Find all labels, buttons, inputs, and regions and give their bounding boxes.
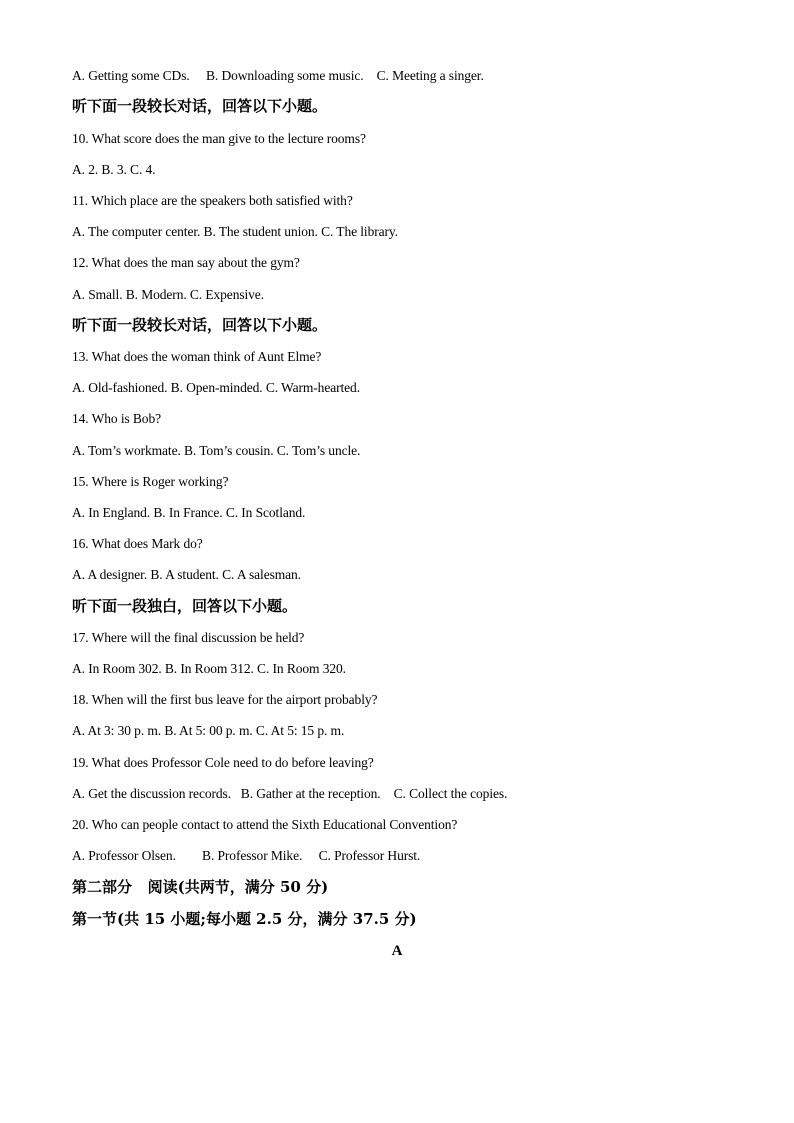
- q12-options: A. Small. B. Modern. C. Expensive.: [72, 287, 264, 302]
- q15-options: A. In England. B. In France. C. In Scotland.: [72, 505, 306, 520]
- section-heading-long-dialogue: 听下面一段较长对话，回答以下小题。: [72, 316, 328, 334]
- q19-options: A. Get the discussion records. B. Gather at the reception. C. Collect the copies.: [72, 786, 508, 801]
- q16-options: A. A designer. B. A student. C. A salesman.: [72, 567, 301, 582]
- q11-question: 11. Which place are the speakers both satisfied with?: [72, 193, 353, 208]
- q14-question: 14. Who is Bob?: [72, 411, 161, 426]
- q20-question: 20. Who can people contact to attend the Sixth Educational Convention?: [72, 817, 458, 832]
- q9-options: A. Getting some CDs. B. Downloading some music. C. Meeting a singer.: [72, 68, 484, 83]
- q10-question: 10. What score does the man give to the lecture rooms?: [72, 131, 366, 146]
- q13-question: 13. What does the woman think of Aunt Elme?: [72, 349, 322, 364]
- q19-question: 19. What does Professor Cole need to do before leaving?: [72, 755, 374, 770]
- q18-options: A. At 3: 30 p. m. B. At 5: 00 p. m. C. At 5: 15 p. m.: [72, 723, 345, 738]
- section-one-heading: 第一节(共 15 小题;每小题 2.5 分，满分 37.5 分): [72, 910, 417, 928]
- section-heading-monologue: 听下面一段独白，回答以下小题。: [72, 597, 298, 615]
- q17-options: A. In Room 302. B. In Room 312. C. In Room 320.: [72, 661, 346, 676]
- q10-options: A. 2. B. 3. C. 4.: [72, 162, 156, 177]
- part-two-heading: 第二部分 阅读(共两节，满分 50 分): [72, 878, 329, 896]
- q15-question: 15. Where is Roger working?: [72, 474, 229, 489]
- passage-letter: A: [391, 943, 403, 959]
- q11-options: A. The computer center. B. The student union. C. The library.: [72, 224, 398, 239]
- q16-question: 16. What does Mark do?: [72, 536, 203, 551]
- q17-question: 17. Where will the final discussion be held?: [72, 630, 305, 645]
- q12-question: 12. What does the man say about the gym?: [72, 255, 300, 270]
- q20-options: A. Professor Olsen. B. Professor Mike. C. Professor Hurst.: [72, 848, 421, 863]
- section-heading-long-dialogue: 听下面一段较长对话，回答以下小题。: [72, 97, 328, 115]
- q14-options: A. Tom’s workmate. B. Tom’s cousin. C. Tom’s uncle.: [72, 443, 361, 458]
- q18-question: 18. When will the first bus leave for the airport probably?: [72, 692, 378, 707]
- q13-options: A. Old-fashioned. B. Open-minded. C. Warm-hearted.: [72, 380, 360, 395]
